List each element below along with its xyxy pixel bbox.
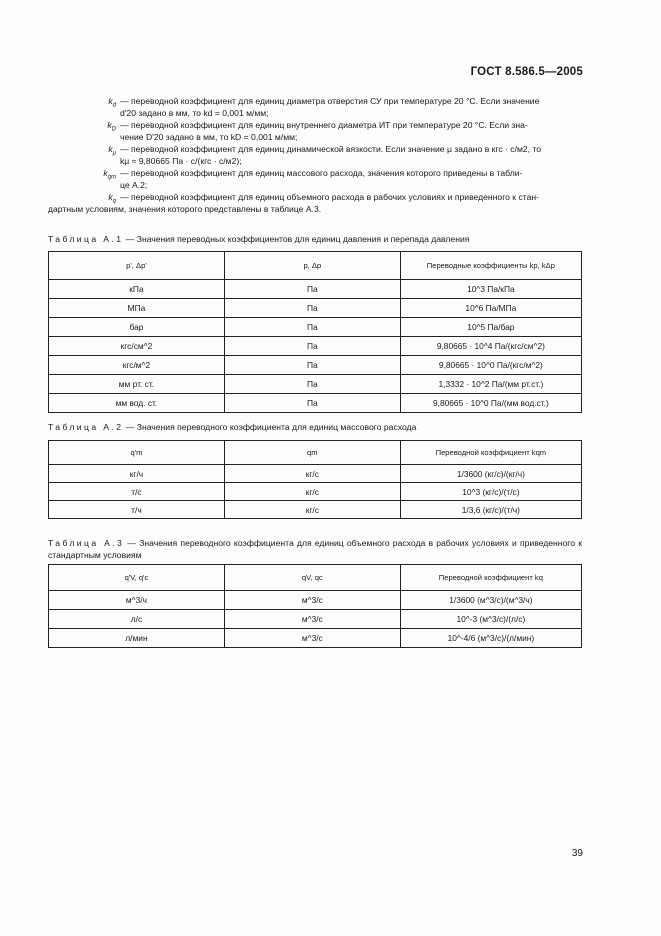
table-a1 [48,251,582,413]
table-row [49,280,582,299]
definition-kmu [78,143,582,167]
table-cell: МПа [49,299,225,318]
table-a2 [48,440,582,519]
table-cell: кг/ч [49,465,225,483]
table-cell: 10^3 (кг/с)/(т/с) [400,483,581,501]
page-number: 39 [571,848,583,859]
table-a1-caption-text: — Значения переводных коэффициентов для единиц давления и перепада давления [125,234,470,244]
definition-kd [78,95,582,119]
table-a2-caption-text: — Значения переводного коэффициента для единиц массового расхода [125,422,417,432]
table-cell: Па [224,394,400,413]
table-header-cell: Переводной коэффициент kq [400,565,581,591]
table-cell: кг/с [224,483,400,501]
table-a3 [48,564,582,648]
table-cell: 1/3,6 (кг/с)/(т/ч) [400,501,581,519]
table-a1-caption-label: Таблица А.1 [48,234,124,244]
table-row [49,318,582,337]
table-header-cell: p', Δp' [49,252,225,280]
table-row [49,483,582,501]
table-cell: л/с [49,610,225,629]
definition-symbol: $k_D$ [107,120,116,133]
table-header-cell: p, Δp [224,252,400,280]
definition-continuation: це А.2; [120,180,148,190]
definition-text: — переводной коэффициент для единиц массового расхода, значения которого приведены в табли- [120,168,523,178]
table-cell: кг/с [224,465,400,483]
table-row [49,299,582,318]
table-row [49,375,582,394]
table-row [49,591,582,610]
definition-symbol: $k_{qm}$ [103,168,116,181]
table-cell: м^3/ч [49,591,225,610]
definition-continuation: kμ ≈ 9,80665 Па · с/(кгс · с/м2); [120,156,242,166]
table-a2-caption [48,421,582,433]
table-row [49,356,582,375]
definition-text: — переводной коэффициент для единиц внутреннего диаметра ИТ при температуре 20 °С. Если зна- [120,120,528,130]
table-cell: кПа [49,280,225,299]
table-cell: 10^6 Па/МПа [400,299,581,318]
table-row [49,629,582,648]
table-cell: 1/3600 (кг/с)/(кг/ч) [400,465,581,483]
table-cell: л/мин [49,629,225,648]
table-cell: т/ч [49,501,225,519]
table-cell: т/с [49,483,225,501]
definitions-list [48,95,582,215]
table-header-cell: q'V, q'c [49,565,225,591]
definition-symbol: $k_q$ [108,192,116,205]
table-header-cell: Переводной коэффициент kqm [400,441,581,465]
table-cell: Па [224,356,400,375]
table-a3-caption-text: — Значения переводного коэффициента для единиц объемного расхода в рабочих условиях и приведенного к стандартным условиям [48,538,582,560]
table-cell: м^3/с [224,629,400,648]
table-row [49,394,582,413]
table-cell: Па [224,318,400,337]
table-header-row [49,565,582,591]
table-a3-caption [48,537,582,561]
definition-symbol: $k_d$ [108,96,116,109]
table-a3-caption-label: Таблица А.3 [48,538,125,548]
table-cell: Па [224,337,400,356]
table-cell: 1/3600 (м^3/с)/(м^3/ч) [400,591,581,610]
table-row [49,610,582,629]
table-a2-caption-label: Таблица А.2 [48,422,124,432]
table-cell: Па [224,299,400,318]
table-cell: 10^3 Па/кПа [400,280,581,299]
document-header: ГОСТ 8.586.5—2005 [470,66,583,78]
table-cell: кгс/см^2 [49,337,225,356]
definition-kq [48,191,582,215]
table-cell: 9,80665 · 10^0 Па/(кгс/м^2) [400,356,581,375]
table-header-cell: qV, qc [224,565,400,591]
definition-continuation: d'20 задано в мм, то kd = 0,001 м/мм; [120,108,269,118]
table-header-row [49,252,582,280]
table-cell: кгс/м^2 [49,356,225,375]
table-a1-caption [48,233,582,245]
table-cell: м^3/с [224,591,400,610]
table-cell: м^3/с [224,610,400,629]
definition-symbol: $k_\mu$ [108,144,116,157]
table-cell: 10^-3 (м^3/с)/(л/с) [400,610,581,629]
table-cell: 1,3332 · 10^2 Па/(мм рт.ст.) [400,375,581,394]
table-cell: 10^5 Па/бар [400,318,581,337]
table-row [49,337,582,356]
table-cell: 9,80665 · 10^4 Па/(кгс/см^2) [400,337,581,356]
table-cell: мм вод. ст. [49,394,225,413]
definition-kD [78,119,582,143]
table-cell: кг/с [224,501,400,519]
table-header-cell: Переводные коэффициенты kp, kΔp [400,252,581,280]
definition-continuation: дартным условиям, значения которого представлены в таблице А.3. [48,204,322,214]
table-row [49,465,582,483]
table-header-cell: qm [224,441,400,465]
table-cell: Па [224,280,400,299]
table-cell: мм рт. ст. [49,375,225,394]
definition-continuation: чение D'20 задано в мм, то kD = 0,001 м/мм; [120,132,298,142]
table-header-cell: q'm [49,441,225,465]
definition-text: — переводной коэффициент для единиц объемного расхода в рабочих условиях и приведенного к стан- [120,192,539,202]
table-cell: 10^-4/6 (м^3/с)/(л/мин) [400,629,581,648]
definition-text: — переводной коэффициент для единиц диаметра отверстия СУ при температуре 20 °С. Если значение [120,96,540,106]
table-header-row [49,441,582,465]
table-row [49,501,582,519]
definition-kqm [78,167,582,191]
table-cell: 9,80665 · 10^0 Па/(мм вод.ст.) [400,394,581,413]
table-cell: бар [49,318,225,337]
definition-text: — переводной коэффициент для единиц динамической вязкости. Если значение μ задано в кгс · с/м2, то [120,144,542,154]
table-cell: Па [224,375,400,394]
